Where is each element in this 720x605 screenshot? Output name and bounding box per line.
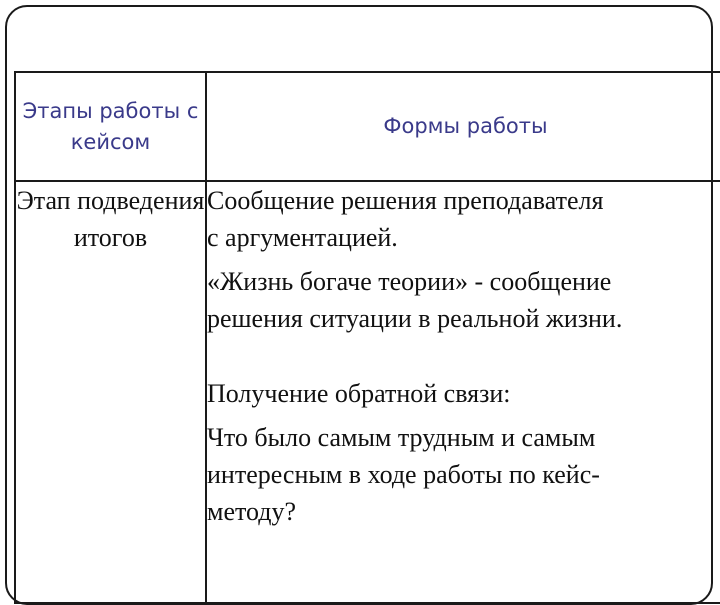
case-stages-table [14, 71, 720, 604]
form-text-line: «Жизнь богаче теории» - сообщение [207, 267, 612, 296]
table-header-row [15, 72, 720, 181]
stage-cell: Этап подведения итогов [15, 181, 206, 603]
header-forms: Формы работы [206, 72, 720, 181]
form-text-line: Получение обратной связи: [207, 379, 511, 408]
form-text-line: Сообщение решения преподавателя [207, 186, 604, 215]
form-text-line: Что было самым трудным и самым [207, 423, 596, 452]
header-stages: Этапы работы с кейсом [15, 72, 206, 181]
form-text-line: интересным в ходе работы по кейс- [207, 460, 600, 489]
form-text-line: методу? [207, 497, 297, 526]
form-text-line: с аргументацией. [207, 223, 398, 252]
form-text-line: решения ситуации в реальной жизни. [207, 304, 623, 333]
